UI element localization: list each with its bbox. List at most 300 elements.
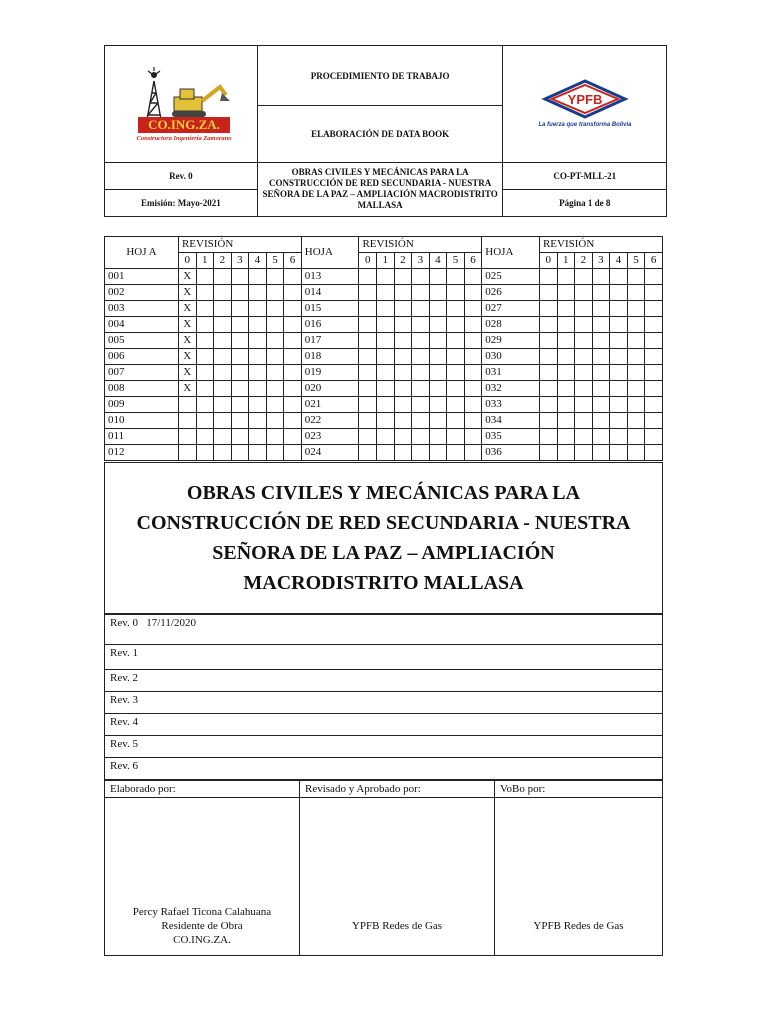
sheet-number: 029 bbox=[482, 333, 540, 349]
revision-mark bbox=[627, 317, 645, 333]
revision-mark bbox=[266, 349, 284, 365]
sheet-number: 024 bbox=[301, 445, 359, 461]
revision-mark bbox=[196, 429, 214, 445]
revision-mark bbox=[575, 397, 593, 413]
revision-mark bbox=[557, 349, 575, 365]
revision-mark bbox=[214, 349, 232, 365]
revision-mark bbox=[610, 333, 628, 349]
revision-mark bbox=[557, 333, 575, 349]
revision-row: Rev. 0 17/11/2020 bbox=[105, 615, 663, 645]
revision-mark bbox=[464, 317, 482, 333]
revision-number: 1 bbox=[557, 253, 575, 269]
revision-mark bbox=[627, 397, 645, 413]
revision-number: 4 bbox=[610, 253, 628, 269]
revision-row: Rev. 2 bbox=[105, 670, 663, 692]
revision-mark bbox=[214, 333, 232, 349]
revision-mark bbox=[575, 445, 593, 461]
revision-mark bbox=[610, 301, 628, 317]
sheet-number: 003 bbox=[105, 301, 179, 317]
revision-mark bbox=[610, 413, 628, 429]
revision-mark bbox=[539, 269, 557, 285]
revision-mark bbox=[575, 349, 593, 365]
revision-mark bbox=[377, 301, 395, 317]
revision-mark bbox=[592, 365, 610, 381]
revision-number: 4 bbox=[249, 253, 267, 269]
revision-mark bbox=[429, 317, 447, 333]
revision-mark bbox=[377, 317, 395, 333]
revision-mark bbox=[196, 397, 214, 413]
revision-mark bbox=[284, 333, 302, 349]
vobo-label: VoBo por: bbox=[495, 781, 663, 798]
revision-mark bbox=[266, 317, 284, 333]
revision-mark bbox=[429, 413, 447, 429]
revision-mark bbox=[592, 317, 610, 333]
sheet-number: 026 bbox=[482, 285, 540, 301]
revision-mark bbox=[645, 349, 663, 365]
revision-mark bbox=[447, 285, 465, 301]
revision-mark bbox=[214, 365, 232, 381]
revision-mark: X bbox=[178, 365, 196, 381]
revision-mark bbox=[266, 269, 284, 285]
revision-mark bbox=[429, 269, 447, 285]
company-logo-icon bbox=[116, 63, 246, 143]
revision-mark bbox=[539, 413, 557, 429]
revision-mark bbox=[627, 429, 645, 445]
revision-mark bbox=[645, 445, 663, 461]
revision-mark bbox=[178, 445, 196, 461]
main-title-box bbox=[104, 462, 663, 614]
revision-mark bbox=[592, 285, 610, 301]
ypfb-logo-cell bbox=[503, 46, 667, 163]
sheet-number: 007 bbox=[105, 365, 179, 381]
revision-mark bbox=[557, 397, 575, 413]
sheet-number: 019 bbox=[301, 365, 359, 381]
revision-mark bbox=[196, 269, 214, 285]
revision-mark: X bbox=[178, 269, 196, 285]
revision-mark bbox=[429, 301, 447, 317]
revision-mark bbox=[412, 413, 430, 429]
revision-mark bbox=[178, 413, 196, 429]
revision-mark bbox=[539, 285, 557, 301]
revision-mark bbox=[627, 365, 645, 381]
revision-mark bbox=[464, 349, 482, 365]
revision-mark bbox=[359, 317, 377, 333]
revision-mark bbox=[610, 365, 628, 381]
sheet-number: 016 bbox=[301, 317, 359, 333]
revision-mark bbox=[266, 333, 284, 349]
revision-mark bbox=[377, 333, 395, 349]
revision-row: Rev. 3 bbox=[105, 692, 663, 714]
revision-mark bbox=[214, 397, 232, 413]
revision-mark bbox=[394, 317, 412, 333]
revision-mark bbox=[249, 413, 267, 429]
revision-mark bbox=[178, 429, 196, 445]
revision-mark bbox=[627, 285, 645, 301]
revision-mark bbox=[284, 285, 302, 301]
revision-mark bbox=[557, 301, 575, 317]
sheet-number: 014 bbox=[301, 285, 359, 301]
revision-mark bbox=[214, 413, 232, 429]
revisado-name: YPFB Redes de Gas bbox=[351, 920, 443, 932]
revision-mark bbox=[377, 349, 395, 365]
revision-mark bbox=[196, 413, 214, 429]
sheet-number: 022 bbox=[301, 413, 359, 429]
revision-mark bbox=[429, 333, 447, 349]
revision-row: Rev. 4 bbox=[105, 714, 663, 736]
revision-mark bbox=[447, 445, 465, 461]
revision-mark bbox=[447, 333, 465, 349]
revision-mark bbox=[359, 365, 377, 381]
revision-number: 0 bbox=[539, 253, 557, 269]
revision-mark bbox=[178, 397, 196, 413]
revision-mark bbox=[539, 349, 557, 365]
revision-mark bbox=[377, 269, 395, 285]
revision-mark bbox=[394, 429, 412, 445]
revision-header: REVISIÓN bbox=[178, 237, 301, 253]
revision-mark bbox=[575, 365, 593, 381]
rev-cell: Rev. 0 bbox=[105, 162, 258, 189]
sheet-number: 025 bbox=[482, 269, 540, 285]
revision-mark bbox=[645, 269, 663, 285]
sheet-number: 030 bbox=[482, 349, 540, 365]
revision-mark bbox=[557, 381, 575, 397]
revision-mark: X bbox=[178, 381, 196, 397]
revision-number: 0 bbox=[359, 253, 377, 269]
revision-mark bbox=[447, 301, 465, 317]
revision-mark bbox=[610, 285, 628, 301]
revision-mark bbox=[284, 429, 302, 445]
revision-mark bbox=[284, 317, 302, 333]
vobo-name: YPFB Redes de Gas bbox=[533, 920, 624, 932]
sheet-number: 009 bbox=[105, 397, 179, 413]
revision-mark bbox=[377, 365, 395, 381]
revision-mark bbox=[196, 349, 214, 365]
revision-mark bbox=[539, 333, 557, 349]
page-cell: Página 1 de 8 bbox=[503, 189, 667, 216]
revision-mark bbox=[359, 397, 377, 413]
revision-mark bbox=[447, 317, 465, 333]
revision-mark bbox=[592, 333, 610, 349]
revision-number: 0 bbox=[178, 253, 196, 269]
revision-mark bbox=[557, 285, 575, 301]
revision-mark bbox=[266, 381, 284, 397]
sheet-number: 012 bbox=[105, 445, 179, 461]
revision-mark bbox=[412, 349, 430, 365]
revision-mark bbox=[412, 429, 430, 445]
revision-mark bbox=[359, 381, 377, 397]
revision-mark bbox=[557, 269, 575, 285]
revision-mark bbox=[231, 349, 249, 365]
revision-mark: X bbox=[178, 317, 196, 333]
sheet-number: 032 bbox=[482, 381, 540, 397]
revision-mark bbox=[575, 269, 593, 285]
revision-mark bbox=[412, 397, 430, 413]
revision-mark bbox=[610, 317, 628, 333]
revision-mark bbox=[645, 301, 663, 317]
revision-mark bbox=[575, 301, 593, 317]
sheet-number: 020 bbox=[301, 381, 359, 397]
vobo-signature-box bbox=[495, 798, 663, 956]
revision-mark bbox=[610, 429, 628, 445]
revision-number: 6 bbox=[645, 253, 663, 269]
revision-mark bbox=[196, 365, 214, 381]
revision-mark bbox=[249, 429, 267, 445]
revision-header: REVISIÓN bbox=[539, 237, 662, 253]
revision-mark bbox=[627, 349, 645, 365]
revision-mark bbox=[429, 365, 447, 381]
revision-mark: X bbox=[178, 301, 196, 317]
revision-row: Rev. 5 bbox=[105, 736, 663, 758]
revision-mark bbox=[592, 269, 610, 285]
revision-mark bbox=[429, 381, 447, 397]
revision-mark bbox=[284, 349, 302, 365]
revision-mark bbox=[359, 285, 377, 301]
revision-mark bbox=[284, 381, 302, 397]
revision-number: 1 bbox=[377, 253, 395, 269]
revision-mark bbox=[557, 445, 575, 461]
revision-mark bbox=[196, 317, 214, 333]
elaborado-signature-box bbox=[105, 798, 300, 956]
revision-mark bbox=[359, 333, 377, 349]
sheet-number: 023 bbox=[301, 429, 359, 445]
revisado-signature-box bbox=[300, 798, 495, 956]
revision-mark bbox=[447, 413, 465, 429]
sheet-number: 011 bbox=[105, 429, 179, 445]
revision-mark bbox=[231, 429, 249, 445]
revision-mark bbox=[429, 285, 447, 301]
revision-mark bbox=[284, 445, 302, 461]
revision-mark bbox=[464, 285, 482, 301]
sheet-number: 013 bbox=[301, 269, 359, 285]
revision-mark bbox=[377, 429, 395, 445]
revision-mark bbox=[359, 445, 377, 461]
revision-mark bbox=[284, 269, 302, 285]
revision-mark bbox=[231, 269, 249, 285]
revision-mark bbox=[557, 429, 575, 445]
revision-mark bbox=[464, 381, 482, 397]
revision-mark bbox=[394, 269, 412, 285]
revision-mark bbox=[249, 285, 267, 301]
revision-number: 5 bbox=[266, 253, 284, 269]
revision-number: 3 bbox=[231, 253, 249, 269]
document-title: ELABORACIÓN DE DATA BOOK bbox=[257, 106, 503, 162]
revision-mark bbox=[231, 301, 249, 317]
svg-text:YPFB: YPFB bbox=[567, 91, 603, 107]
revision-row: Rev. 6 bbox=[105, 758, 663, 780]
revision-mark bbox=[557, 317, 575, 333]
revision-mark: X bbox=[178, 349, 196, 365]
revision-mark: X bbox=[178, 333, 196, 349]
revision-number: 4 bbox=[429, 253, 447, 269]
revision-mark bbox=[359, 301, 377, 317]
sheet-number: 021 bbox=[301, 397, 359, 413]
revision-mark bbox=[592, 413, 610, 429]
revision-mark bbox=[394, 333, 412, 349]
revision-mark bbox=[610, 349, 628, 365]
revision-mark bbox=[447, 381, 465, 397]
revision-mark bbox=[575, 413, 593, 429]
revision-mark bbox=[231, 445, 249, 461]
revision-number: 6 bbox=[464, 253, 482, 269]
revision-mark bbox=[249, 445, 267, 461]
revision-mark bbox=[539, 445, 557, 461]
revision-mark bbox=[377, 445, 395, 461]
revision-mark bbox=[592, 397, 610, 413]
revision-mark bbox=[359, 413, 377, 429]
revision-mark bbox=[394, 397, 412, 413]
sheet-number: 010 bbox=[105, 413, 179, 429]
revision-mark bbox=[539, 317, 557, 333]
revision-mark bbox=[214, 301, 232, 317]
hoja-header: HOJA bbox=[301, 237, 359, 269]
revision-mark bbox=[575, 381, 593, 397]
main-title: OBRAS CIVILES Y MECÁNICAS PARA LA CONSTRUCCIÓN DE RED SECUNDARIA - NUESTRA SEÑORA DE LA PAZ – AMPLIACIÓN MACRODISTRITO MALLASA bbox=[136, 482, 631, 594]
revision-mark bbox=[394, 381, 412, 397]
revision-mark bbox=[231, 333, 249, 349]
revision-mark bbox=[412, 269, 430, 285]
revision-mark bbox=[539, 397, 557, 413]
revision-mark bbox=[394, 413, 412, 429]
revision-mark bbox=[645, 381, 663, 397]
revision-mark bbox=[377, 397, 395, 413]
revision-number: 5 bbox=[627, 253, 645, 269]
revision-mark bbox=[359, 429, 377, 445]
revision-mark bbox=[412, 445, 430, 461]
company-logo-cell bbox=[105, 46, 258, 163]
revision-mark bbox=[575, 317, 593, 333]
revision-mark bbox=[575, 333, 593, 349]
revision-mark bbox=[249, 301, 267, 317]
signature-table bbox=[104, 780, 663, 956]
revision-mark bbox=[627, 381, 645, 397]
sheet-number: 028 bbox=[482, 317, 540, 333]
elaborado-company: CO.ING.ZA. bbox=[173, 934, 231, 946]
revision-mark bbox=[610, 445, 628, 461]
revision-mark bbox=[592, 301, 610, 317]
sheet-number: 035 bbox=[482, 429, 540, 445]
sheet-number: 017 bbox=[301, 333, 359, 349]
revision-mark bbox=[394, 285, 412, 301]
revision-mark bbox=[231, 397, 249, 413]
revision-header: REVISIÓN bbox=[359, 237, 482, 253]
revision-mark bbox=[627, 445, 645, 461]
revision-number: 3 bbox=[592, 253, 610, 269]
sheet-number: 033 bbox=[482, 397, 540, 413]
document-header bbox=[104, 45, 667, 217]
code-cell: CO-PT-MLL-21 bbox=[503, 162, 667, 189]
revision-mark bbox=[645, 365, 663, 381]
revision-mark bbox=[266, 365, 284, 381]
revision-mark bbox=[627, 301, 645, 317]
ypfb-logo-icon bbox=[535, 77, 635, 129]
revision-mark bbox=[214, 269, 232, 285]
revision-mark bbox=[429, 349, 447, 365]
revision-mark bbox=[359, 269, 377, 285]
revision-mark bbox=[284, 301, 302, 317]
revision-list bbox=[104, 614, 663, 780]
revision-mark bbox=[429, 445, 447, 461]
revision-mark bbox=[447, 269, 465, 285]
revision-mark bbox=[412, 365, 430, 381]
revision-mark bbox=[249, 349, 267, 365]
sheet-number: 004 bbox=[105, 317, 179, 333]
revision-mark bbox=[429, 397, 447, 413]
revision-mark bbox=[412, 333, 430, 349]
revision-mark bbox=[539, 429, 557, 445]
revision-mark bbox=[249, 317, 267, 333]
revision-number: 1 bbox=[196, 253, 214, 269]
revision-mark bbox=[284, 397, 302, 413]
revision-mark bbox=[266, 429, 284, 445]
revision-mark bbox=[447, 349, 465, 365]
project-cell: OBRAS CIVILES Y MECÁNICAS PARA LA CONSTRUCCIÓN DE RED SECUNDARIA - NUESTRA SEÑORA DE LA PAZ – AMPLIACIÓN MACRODISTRITO MALLASA bbox=[257, 162, 503, 216]
revision-mark bbox=[464, 333, 482, 349]
revision-mark bbox=[196, 381, 214, 397]
revision-mark bbox=[592, 381, 610, 397]
sheet-number: 008 bbox=[105, 381, 179, 397]
revision-mark bbox=[645, 413, 663, 429]
revision-mark bbox=[249, 381, 267, 397]
revision-mark bbox=[249, 397, 267, 413]
revision-mark bbox=[539, 365, 557, 381]
revision-number: 6 bbox=[284, 253, 302, 269]
revision-mark bbox=[464, 445, 482, 461]
logo-text: CO.ING.ZA. bbox=[147, 116, 220, 132]
revision-number: 3 bbox=[412, 253, 430, 269]
revision-mark bbox=[464, 269, 482, 285]
revisado-label: Revisado y Aprobado por: bbox=[300, 781, 495, 798]
revision-mark bbox=[592, 429, 610, 445]
revision-mark bbox=[575, 429, 593, 445]
revision-mark bbox=[231, 365, 249, 381]
sheet-number: 015 bbox=[301, 301, 359, 317]
revision-mark bbox=[464, 429, 482, 445]
svg-text:La fuerza que transforma Boliv: La fuerza que transforma Bolivia bbox=[538, 121, 632, 128]
revision-mark bbox=[249, 365, 267, 381]
sheet-number: 005 bbox=[105, 333, 179, 349]
revision-mark bbox=[557, 413, 575, 429]
sheet-number: 034 bbox=[482, 413, 540, 429]
revision-mark: X bbox=[178, 285, 196, 301]
revision-mark bbox=[447, 365, 465, 381]
revision-mark bbox=[592, 445, 610, 461]
revision-grid bbox=[104, 236, 663, 461]
revision-mark bbox=[464, 365, 482, 381]
revision-number: 2 bbox=[394, 253, 412, 269]
revision-mark bbox=[557, 365, 575, 381]
revision-mark bbox=[231, 317, 249, 333]
revision-mark bbox=[645, 397, 663, 413]
hoja-header: HOJA bbox=[482, 237, 540, 269]
revision-mark bbox=[610, 269, 628, 285]
sheet-number: 002 bbox=[105, 285, 179, 301]
sheet-number: 031 bbox=[482, 365, 540, 381]
sheet-number: 036 bbox=[482, 445, 540, 461]
revision-mark bbox=[394, 349, 412, 365]
revision-number: 5 bbox=[447, 253, 465, 269]
revision-mark bbox=[394, 301, 412, 317]
revision-mark bbox=[539, 381, 557, 397]
revision-mark bbox=[284, 413, 302, 429]
revision-mark bbox=[249, 269, 267, 285]
revision-mark bbox=[214, 285, 232, 301]
revision-number: 2 bbox=[575, 253, 593, 269]
revision-mark bbox=[196, 285, 214, 301]
revision-mark bbox=[627, 333, 645, 349]
revision-mark bbox=[231, 413, 249, 429]
sheet-number: 006 bbox=[105, 349, 179, 365]
revision-mark bbox=[377, 285, 395, 301]
